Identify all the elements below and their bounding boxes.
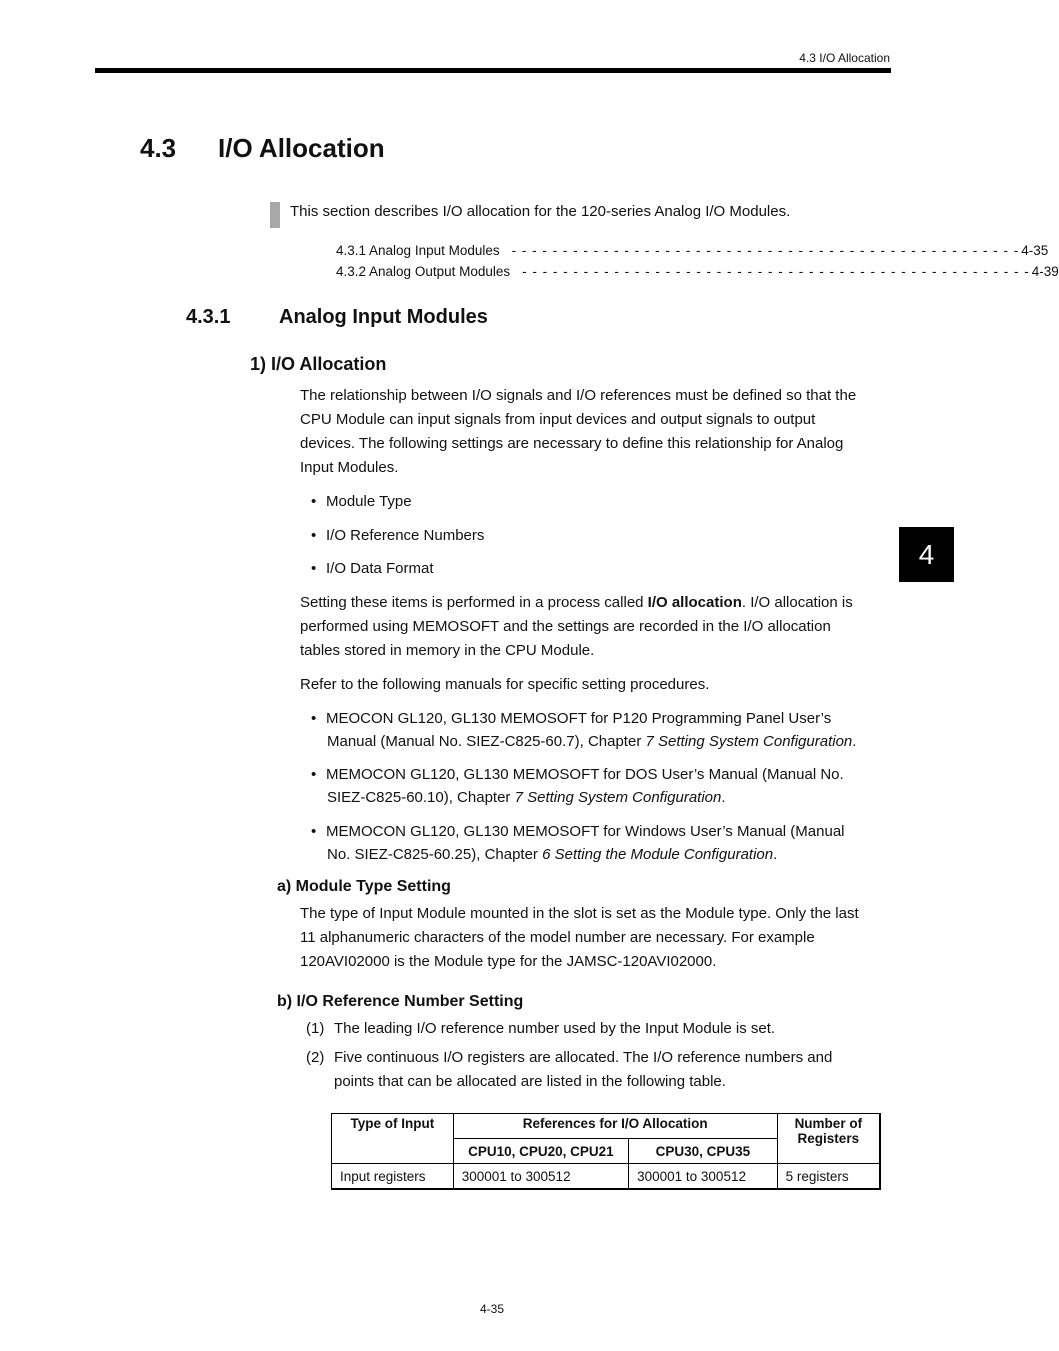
manual-title: MEMOCON GL120, GL130 MEMOSOFT for Windows User’s Manual (Manual xyxy=(326,823,845,840)
module-type-paragraph xyxy=(300,902,896,974)
manual-title: MEMOCON GL120, GL130 MEMOSOFT for DOS User’s Manual (Manual No. xyxy=(326,766,844,783)
paragraph-line: The type of Input Module mounted in the slot is set as the Module type. Only the last xyxy=(300,905,859,922)
manual-number: Manual (Manual No. SIEZ-C825-60.7), Chapter xyxy=(327,733,646,750)
toc-label: 4.3.2 Analog Output Modules xyxy=(336,264,511,279)
cell-cpu-b: 300001 to 300512 xyxy=(629,1164,778,1190)
chapter-title: 7 Setting System Configuration xyxy=(645,733,853,750)
toc-entry[interactable] xyxy=(336,264,1059,279)
header-rule xyxy=(95,68,891,73)
paragraph-line xyxy=(300,591,896,615)
bold-term: I/O allocation xyxy=(647,594,742,611)
paragraph-line: devices. The following settings are necessary to define this relationship for Analog xyxy=(300,435,844,452)
text-run: Setting these items is performed in a process called xyxy=(300,594,648,611)
manual-title: MEOCON GL120, GL130 MEMOSOFT for P120 Programming Panel User’s xyxy=(326,710,832,727)
paragraph-line: 120AVI02000 is the Module type for the JAMSC-120AVI02000. xyxy=(300,953,717,970)
list-item-text: Module Type xyxy=(326,493,412,510)
numbered-item xyxy=(306,1017,775,1041)
bullet-glyph: • xyxy=(311,560,317,577)
chapter-title: 7 Setting System Configuration xyxy=(514,789,722,806)
header-references: References for I/O Allocation xyxy=(453,1114,777,1139)
intro-marker-bar xyxy=(270,202,280,228)
paragraph-line: Input Modules. xyxy=(300,459,399,476)
bullet-glyph: • xyxy=(311,493,317,510)
list-item-text: I/O Data Format xyxy=(326,560,434,577)
manual-reference xyxy=(311,763,844,809)
manual-number: No. SIEZ-C825-60.25), Chapter xyxy=(327,846,543,863)
chapter-tab: 4 xyxy=(899,527,954,582)
section-text: Analog Input Modules xyxy=(279,306,488,328)
title-text: I/O Allocation xyxy=(218,133,385,163)
subsection-heading: 1) I/O Allocation xyxy=(250,354,387,374)
paragraph-line: tables stored in memory in the CPU Module. xyxy=(300,642,595,659)
intro-paragraph xyxy=(300,384,896,480)
item-text: Five continuous I/O registers are allocated. The I/O reference numbers and xyxy=(334,1049,833,1066)
numbered-item xyxy=(306,1046,832,1094)
header-line: Registers xyxy=(797,1131,860,1146)
toc-page: 4-39 xyxy=(1031,264,1059,279)
page-number: 4-35 xyxy=(479,1302,505,1316)
manual-reference xyxy=(311,707,856,753)
header-type-of-input: Type of Input xyxy=(332,1114,454,1164)
module-type-heading: a) Module Type Setting xyxy=(277,878,451,895)
bullet-glyph: • xyxy=(311,823,317,840)
cell-count: 5 registers xyxy=(777,1164,880,1190)
item-number: (2) xyxy=(306,1049,325,1066)
intro-text: This section describes I/O allocation for the 120-series Analog I/O Modules. xyxy=(290,203,791,220)
running-head: 4.3 I/O Allocation xyxy=(799,51,890,65)
list-item xyxy=(311,493,412,510)
item-text: The leading I/O reference number used by the Input Module is set. xyxy=(334,1020,776,1037)
cell-type: Input registers xyxy=(332,1164,454,1190)
paragraph-line: performed using MEMOSOFT and the settings are recorded in the I/O allocation xyxy=(300,618,831,635)
table-row xyxy=(332,1164,881,1190)
chapter-title: 6 Setting the Module Configuration xyxy=(542,846,774,863)
title-number: 4.3 xyxy=(140,133,177,163)
punctuation: . xyxy=(721,789,726,806)
bullet-glyph: • xyxy=(311,527,317,544)
toc-page: 4-35 xyxy=(1021,243,1049,258)
header-line: Number of xyxy=(794,1116,863,1131)
toc-leader: - - - - - - - - - - - - - - - - - - - - - - - - - - - - - - - - - - - - - - - - - - - - - - - - - - xyxy=(511,243,1020,258)
item-text-continued: points that can be allocated are listed in the following table. xyxy=(334,1073,726,1090)
paragraph-line: 11 alphanumeric characters of the model number are necessary. For example xyxy=(300,929,815,946)
cell-cpu-a: 300001 to 300512 xyxy=(453,1164,628,1190)
header-cpu-group-a: CPU10, CPU20, CPU21 xyxy=(453,1139,628,1164)
manual-number: SIEZ-C825-60.10), Chapter xyxy=(327,789,515,806)
bullet-glyph: • xyxy=(311,710,317,727)
allocation-paragraph xyxy=(300,591,896,663)
punctuation: . xyxy=(773,846,778,863)
header-cpu-group-b: CPU30, CPU35 xyxy=(629,1139,778,1164)
manual-reference xyxy=(311,820,845,866)
paragraph-line: The relationship between I/O signals and I/O references must be defined so that the xyxy=(300,387,857,404)
bullet-glyph: • xyxy=(311,766,317,783)
toc-entry[interactable] xyxy=(336,243,1049,258)
paragraph-line: CPU Module can input signals from input devices and output signals to output xyxy=(300,411,816,428)
manuals-intro: Refer to the following manuals for specific setting procedures. xyxy=(300,676,710,693)
punctuation: . xyxy=(852,733,857,750)
io-allocation-table xyxy=(331,1113,881,1190)
page-title xyxy=(140,133,385,164)
toc-leader: - - - - - - - - - - - - - - - - - - - - - - - - - - - - - - - - - - - - - - - - - - - - - - - - - - xyxy=(522,264,1030,279)
text-run: . I/O allocation is xyxy=(741,594,853,611)
list-item xyxy=(311,527,484,544)
item-number: (1) xyxy=(306,1020,325,1037)
section-number: 4.3.1 xyxy=(186,306,231,328)
reference-number-heading: b) I/O Reference Number Setting xyxy=(277,993,524,1010)
list-item-text: I/O Reference Numbers xyxy=(326,527,485,544)
toc-label: 4.3.1 Analog Input Modules xyxy=(336,243,500,258)
list-item xyxy=(311,560,434,577)
section-heading xyxy=(186,306,488,329)
header-number-of-registers xyxy=(777,1114,880,1164)
